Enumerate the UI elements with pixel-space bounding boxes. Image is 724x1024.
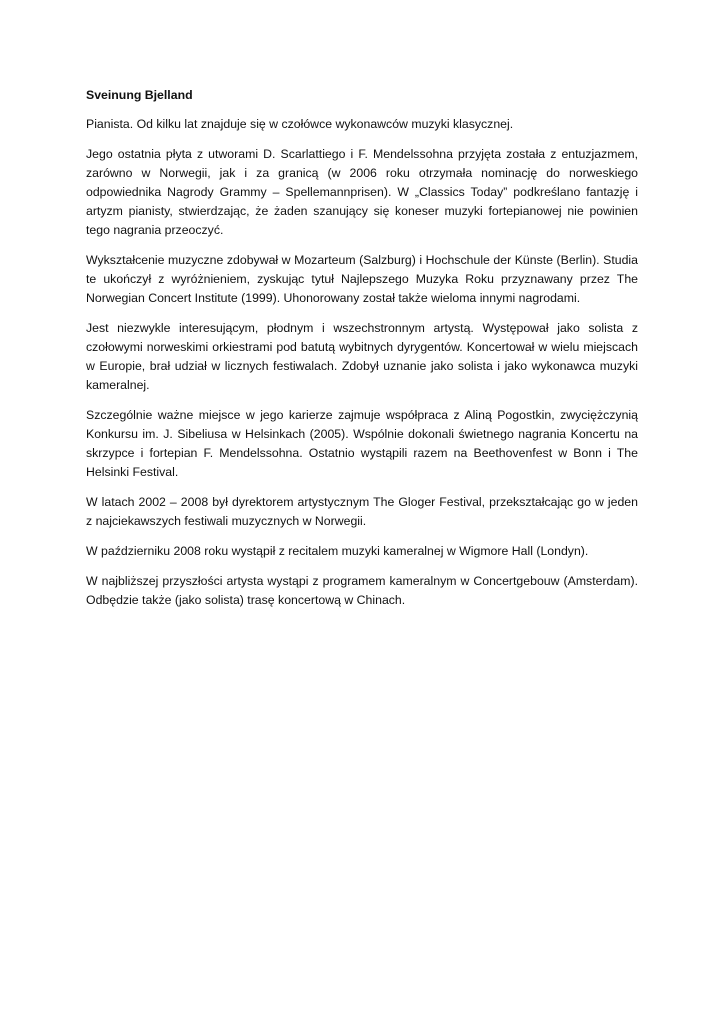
paragraph: W latach 2002 – 2008 był dyrektorem artystycznym The Gloger Festival, przekształcając go w jeden z najciekawszych festiwali muzycznych w Norwegii. [86, 495, 638, 528]
paragraph: W najbliższej przyszłości artysta wystąpi z programem kameralnym w Concertgebouw (Amsterdam). Odbędzie także (jako solista) trasę koncertową w Chinach. [86, 574, 638, 607]
paragraph: Jest niezwykle interesującym, płodnym i wszechstronnym artystą. Występował jako solista z czołowymi norweskimi orkiestrami pod batutą wybitnych dyrygentów. Koncertował w wielu miejscach w Europie, brał udział w licznych festiwalach. Zdobył uznanie jako solista i jako wykonawca muzyki kameralnej. [86, 321, 638, 392]
paragraph: Pianista. Od kilku lat znajduje się w czołówce wykonawców muzyki klasycznej. [86, 117, 514, 131]
paragraph: W październiku 2008 roku wystąpił z recitalem muzyki kameralnej w Wigmore Hall (Londyn). [86, 544, 589, 558]
paragraph: Wykształcenie muzyczne zdobywał w Mozarteum (Salzburg) i Hochschule der Künste (Berlin). Studia te ukończył z wyróżnieniem, zyskując tytuł Najlepszego Muzyka Roku przyznawany przez The Norwegian Concert Institute (1999). Uhonorowany został także wieloma innymi nagrodami. [86, 253, 638, 305]
document-title: Sveinung Bjelland [86, 88, 193, 102]
paragraph: Szczególnie ważne miejsce w jego karierze zajmuje współpraca z Aliną Pogostkin, zwyciężczynią Konkursu im. J. Sibeliusa w Helsinkach (2005). Wspólnie dokonali świetnego nagrania Koncertu na skrzypce i fortepian F. Mendelssohna. Ostatnio wystąpili razem na Beethovenfest w Bonn i The Helsinki Festival. [86, 408, 638, 479]
paragraph: Jego ostatnia płyta z utworami D. Scarlattiego i F. Mendelssohna przyjęta została z entuzjazmem, zarówno w Norwegii, jak i za granicą (w 2006 roku otrzymała nominację do norweskiego odpowiednika Nagrody Grammy – Spellemannprisen). W „Classics Today” podkreślano fantazję i artyzm pianisty, stwierdzając, że żaden szanujący się koneser muzyki fortepianowej nie powinien tego nagrania przeoczyć. [86, 147, 638, 237]
document-body [86, 86, 638, 621]
